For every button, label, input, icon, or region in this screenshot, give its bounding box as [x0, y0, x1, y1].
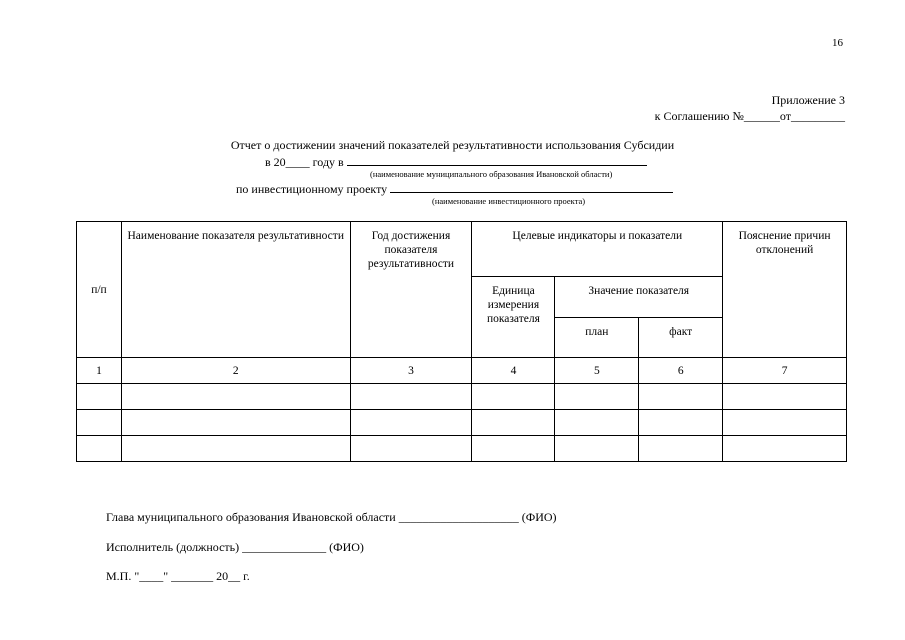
stamp-date-line: М.П. "____" _______ 20__ г. — [106, 569, 250, 583]
table-cell[interactable] — [555, 384, 639, 410]
header-fact: факт — [639, 318, 723, 358]
head-signature-line: Глава муниципального образования Ивановской области ____________________ (ФИО) — [106, 510, 557, 524]
column-number: 7 — [723, 358, 847, 384]
table-row — [77, 410, 847, 436]
table-cell[interactable] — [555, 436, 639, 462]
column-number: 1 — [77, 358, 122, 384]
table-cell[interactable] — [77, 410, 122, 436]
project-caption: (наименование инвестиционного проекта) — [432, 196, 586, 206]
column-number: 2 — [121, 358, 350, 384]
table-cell[interactable] — [121, 384, 350, 410]
column-number: 6 — [639, 358, 723, 384]
table-cell[interactable] — [350, 410, 472, 436]
table-cell[interactable] — [639, 410, 723, 436]
header-unit: Единица измерения показателя — [472, 277, 555, 358]
table-cell[interactable] — [77, 436, 122, 462]
table-cell[interactable] — [723, 436, 847, 462]
page-number: 16 — [832, 37, 843, 49]
table-cell[interactable] — [723, 384, 847, 410]
project-line — [236, 181, 673, 197]
column-numbers-row — [77, 358, 847, 384]
header-num: п/п — [77, 222, 122, 358]
column-number: 4 — [472, 358, 555, 384]
table-row — [77, 384, 847, 410]
year-municipality-line — [265, 154, 647, 170]
header-targets: Целевые индикаторы и показатели — [472, 222, 723, 277]
table-cell[interactable] — [350, 384, 472, 410]
header-plan: план — [555, 318, 639, 358]
agreement-reference: к Соглашению №______от_________ — [654, 109, 845, 123]
column-number: 5 — [555, 358, 639, 384]
project-blank[interactable] — [390, 181, 673, 193]
table-cell[interactable] — [121, 436, 350, 462]
report-table — [76, 221, 847, 462]
table-cell[interactable] — [723, 410, 847, 436]
appendix-label: Приложение 3 — [771, 93, 845, 107]
table-cell[interactable] — [77, 384, 122, 410]
municipality-caption: (наименование муниципального образования Ивановской области) — [370, 169, 613, 179]
report-title: Отчет о достижении значений показателей результативности использования Субсидии — [230, 138, 675, 152]
project-prefix: по инвестиционному проекту — [236, 182, 388, 196]
table-cell[interactable] — [472, 410, 555, 436]
municipality-blank[interactable] — [347, 154, 647, 166]
table-cell[interactable] — [472, 384, 555, 410]
table-cell[interactable] — [472, 436, 555, 462]
header-explanation: Пояснение причин отклонений — [723, 222, 847, 358]
executor-signature-line: Исполнитель (должность) ______________ (ФИО) — [106, 540, 364, 554]
year-prefix: в 20____ году в — [265, 155, 344, 169]
table-row — [77, 436, 847, 462]
header-indicator-name: Наименование показателя результативности — [121, 222, 350, 358]
table-cell[interactable] — [121, 410, 350, 436]
table-cell[interactable] — [639, 384, 723, 410]
header-year: Год достижения показателя результативности — [350, 222, 472, 358]
table-cell[interactable] — [555, 410, 639, 436]
header-value: Значение показателя — [555, 277, 723, 318]
table-cell[interactable] — [350, 436, 472, 462]
column-number: 3 — [350, 358, 472, 384]
table-cell[interactable] — [639, 436, 723, 462]
